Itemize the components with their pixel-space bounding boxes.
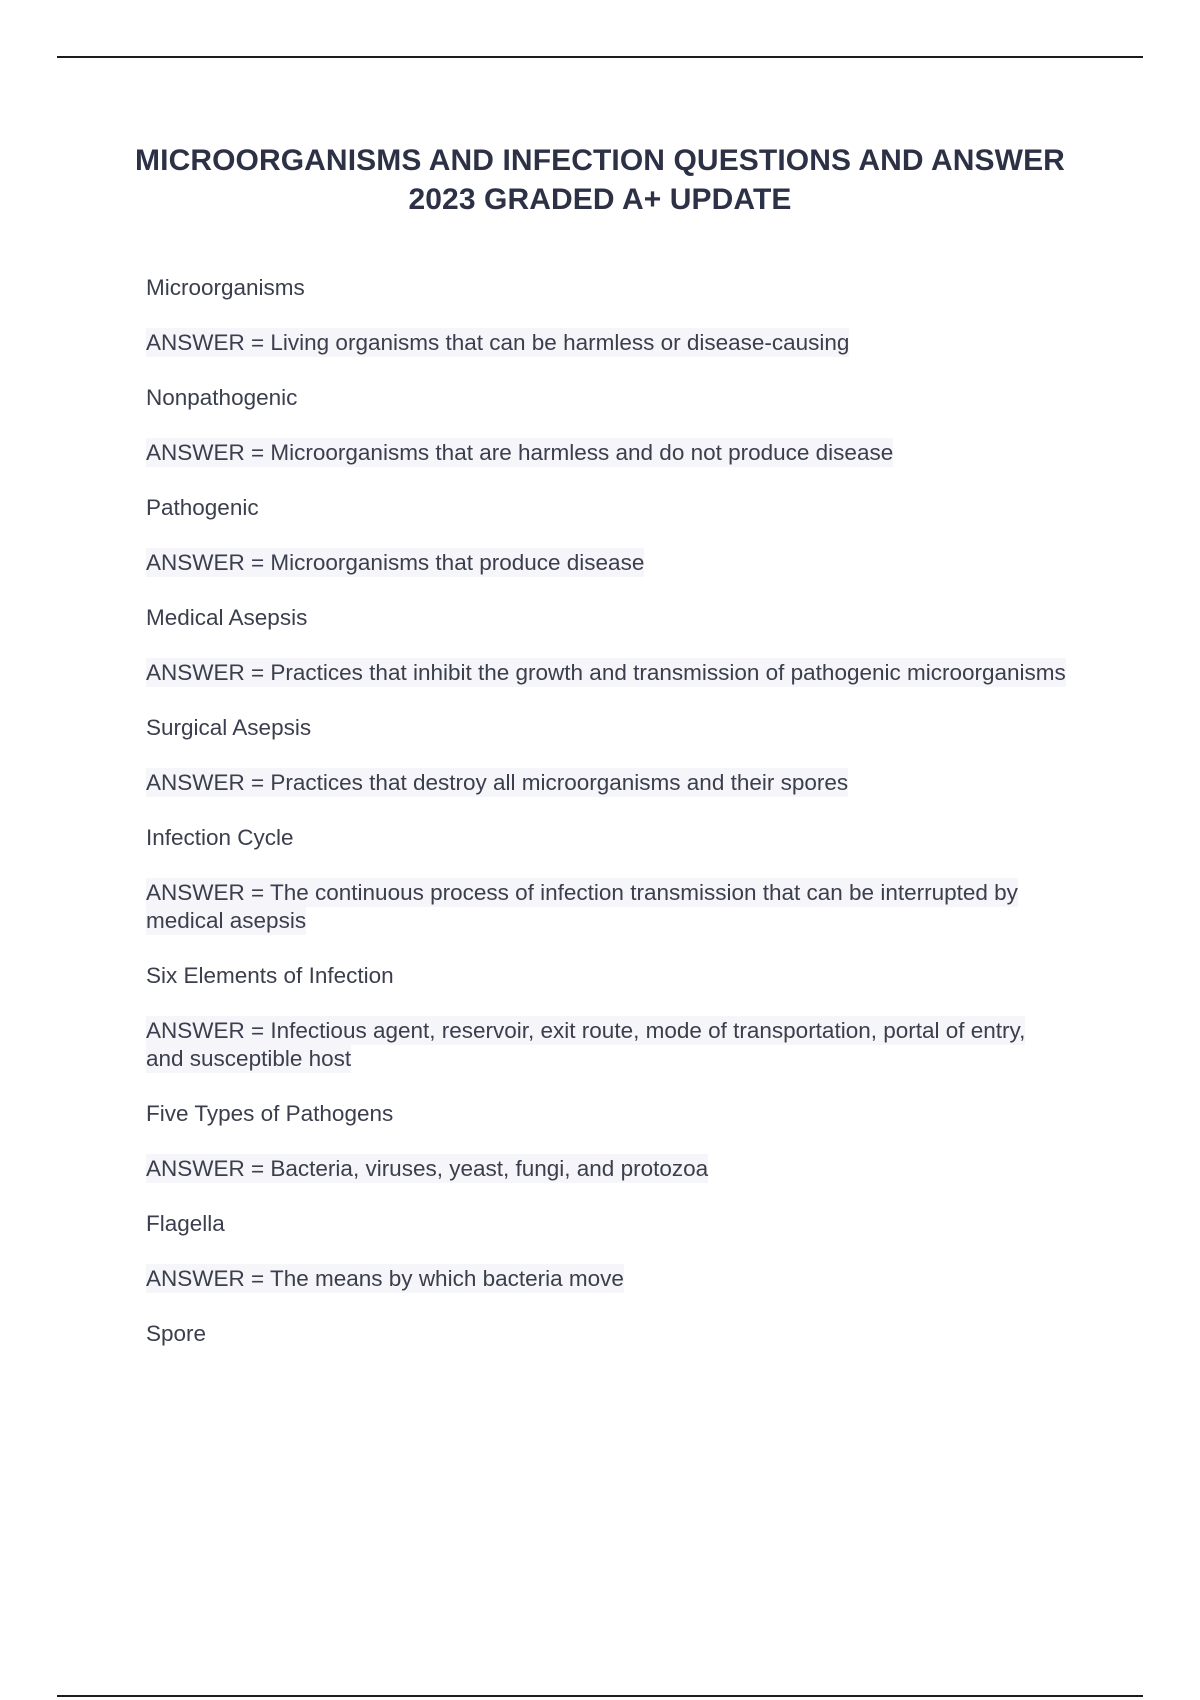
qa-item (146, 1320, 1066, 1348)
question-text: Surgical Asepsis (146, 715, 312, 740)
qa-item (146, 494, 1066, 577)
qa-item (146, 384, 1066, 467)
answer-paragraph (146, 1017, 1066, 1073)
qa-item (146, 824, 1066, 935)
question-text: Infection Cycle (146, 825, 294, 850)
answer-paragraph (146, 879, 1066, 935)
qa-item (146, 1210, 1066, 1293)
qa-item (146, 274, 1066, 357)
bottom-rule (57, 1695, 1143, 1697)
answer-paragraph (146, 549, 1066, 577)
answer-paragraph (146, 659, 1066, 687)
answer-text: ANSWER = The means by which bacteria move (146, 1266, 624, 1291)
question-text: Five Types of Pathogens (146, 1101, 394, 1126)
answer-paragraph (146, 439, 1066, 467)
answer-text: ANSWER = Infectious agent, reservoir, exit route, mode of transportation, portal of entry, and susceptible host (146, 1018, 1026, 1071)
question-text: Pathogenic (146, 495, 259, 520)
answer-paragraph (146, 329, 1066, 357)
question-text: Microorganisms (146, 275, 305, 300)
answer-text: ANSWER = Bacteria, viruses, yeast, fungi, and protozoa (146, 1156, 709, 1181)
qa-item (146, 604, 1066, 687)
answer-text: ANSWER = Practices that inhibit the growth and transmission of pathogenic microorganisms (146, 660, 1066, 685)
question-text: Medical Asepsis (146, 605, 308, 630)
answer-text: ANSWER = Living organisms that can be harmless or disease-causing (146, 330, 850, 355)
top-rule (57, 56, 1143, 58)
document-title: MICROORGANISMS AND INFECTION QUESTIONS AND ANSWER 2023 GRADED A+ UPDATE (135, 144, 1065, 216)
answer-paragraph (146, 769, 1066, 797)
qa-item (146, 1100, 1066, 1183)
answer-text: ANSWER = The continuous process of infection transmission that can be interrupted by medical asepsis (146, 880, 1018, 933)
question-text: Six Elements of Infection (146, 963, 394, 988)
question-text: Spore (146, 1321, 207, 1346)
answer-text: ANSWER = Practices that destroy all microorganisms and their spores (146, 770, 849, 795)
question-text: Flagella (146, 1211, 225, 1236)
qa-item (146, 714, 1066, 797)
answer-text: ANSWER = Microorganisms that produce disease (146, 550, 645, 575)
answer-paragraph (146, 1265, 1066, 1293)
answer-paragraph (146, 1155, 1066, 1183)
qa-list (146, 274, 1066, 1375)
question-text: Nonpathogenic (146, 385, 298, 410)
answer-text: ANSWER = Microorganisms that are harmless and do not produce disease (146, 440, 894, 465)
qa-item (146, 962, 1066, 1073)
